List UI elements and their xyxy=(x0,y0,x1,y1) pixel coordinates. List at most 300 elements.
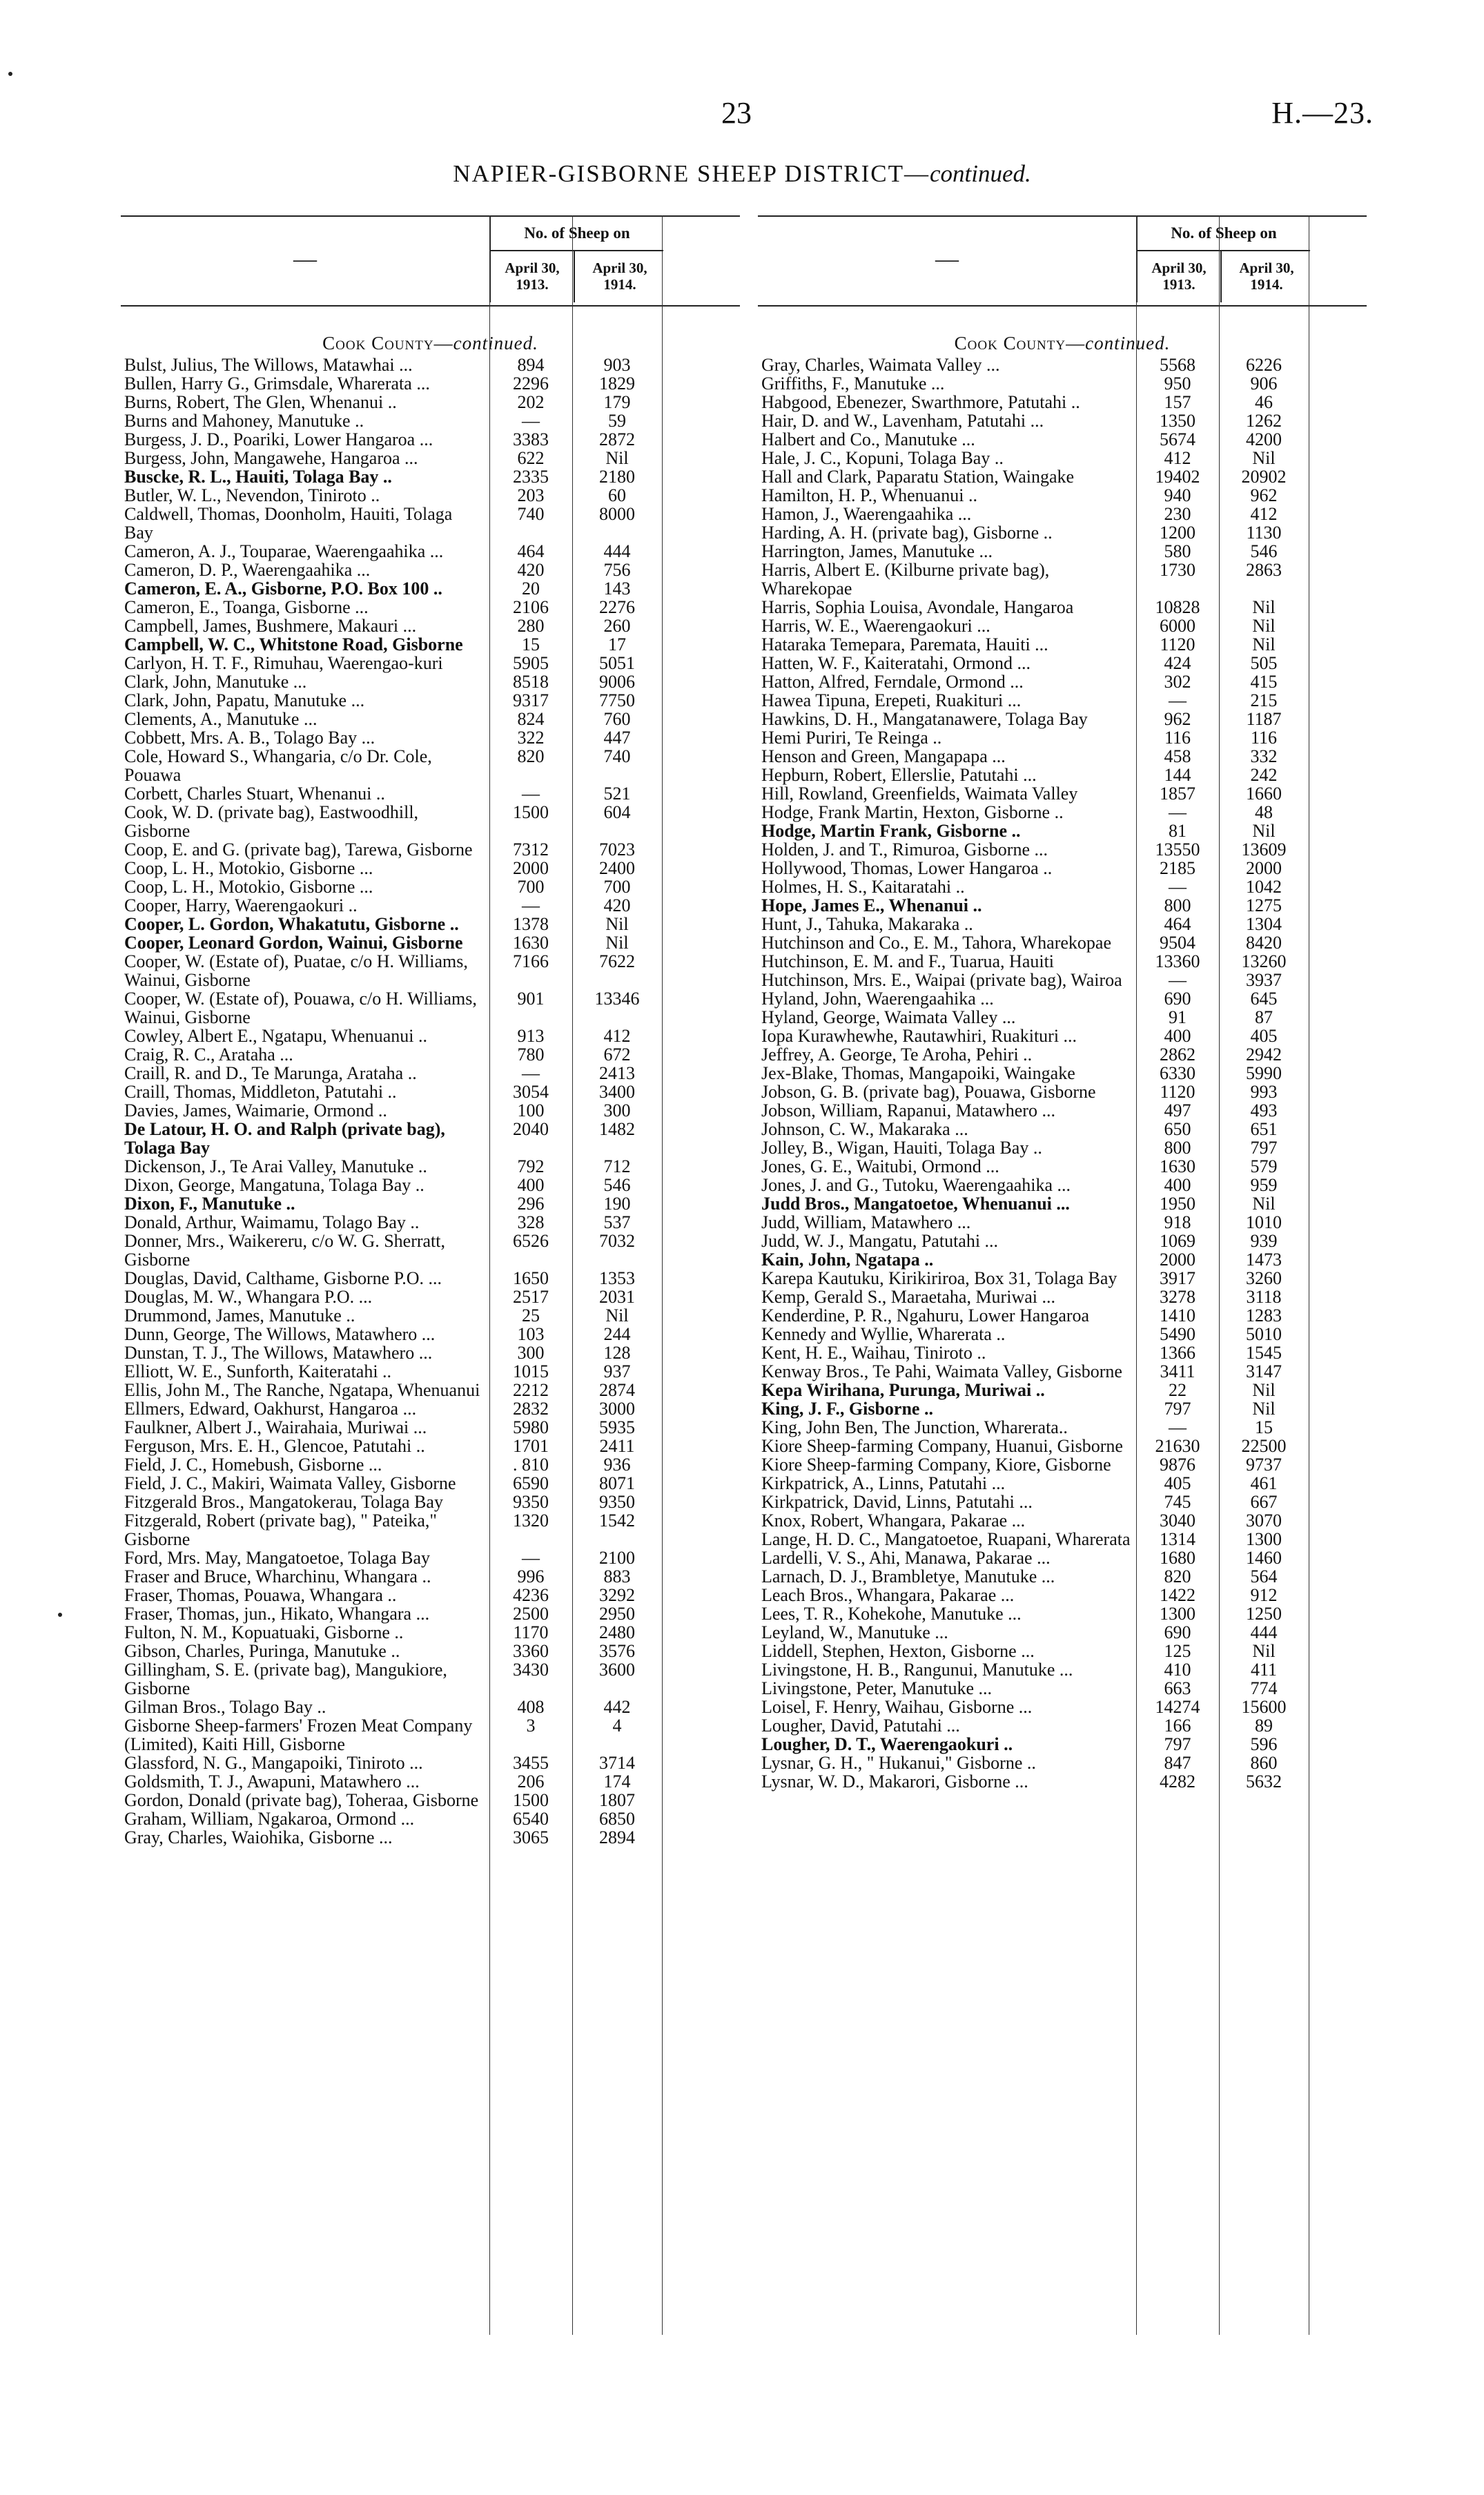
table-row xyxy=(121,691,740,710)
sheep-1914: 2863 xyxy=(1246,560,1282,580)
owner-name: Kiore Sheep-farming Company, Kiore, Gisborne xyxy=(761,1455,1111,1475)
table-row xyxy=(758,1455,1367,1474)
sheep-1914: 215 xyxy=(1250,690,1278,710)
owner-name: Craill, Thomas, Middleton, Patutahi .. xyxy=(124,1082,397,1102)
sheep-1913: 497 xyxy=(1164,1100,1191,1120)
table-row xyxy=(121,859,740,877)
owner-name: Hamon, J., Waerengaahika ... xyxy=(761,504,972,524)
sheep-1913: 950 xyxy=(1164,373,1191,394)
owner-name: Ferguson, Mrs. E. H., Glencoe, Patutahi .. xyxy=(124,1436,425,1456)
owner-name: King, John Ben, The Junction, Wharerata.. xyxy=(761,1417,1068,1437)
sheep-1913: 797 xyxy=(1164,1399,1191,1419)
owner-name: Hyland, George, Waimata Valley ... xyxy=(761,1007,1016,1027)
sheep-1913: 464 xyxy=(1164,914,1191,934)
owner-name: Caldwell, Thomas, Doonholm, Hauiti, Tolaga Bay xyxy=(124,504,453,543)
sheep-1913: 2517 xyxy=(513,1287,549,1307)
owner-name: Lysnar, G. H., " Hukanui," Gisborne .. xyxy=(761,1753,1036,1773)
table-row xyxy=(758,728,1367,747)
sheep-1913: 792 xyxy=(517,1156,545,1176)
table-row xyxy=(758,1213,1367,1232)
sheep-1913: . 810 xyxy=(513,1455,549,1475)
left-column xyxy=(121,215,740,2335)
owner-name: Hyland, John, Waerengaahika ... xyxy=(761,989,994,1009)
table-row xyxy=(758,784,1367,803)
sheep-1913: 2000 xyxy=(513,858,549,878)
sheep-1913: 410 xyxy=(1164,1660,1191,1680)
table-row xyxy=(121,1660,740,1698)
sheep-1914: 87 xyxy=(1255,1007,1273,1027)
sheep-1914: 8000 xyxy=(599,504,635,524)
sheep-1913: 9317 xyxy=(513,690,549,710)
sheep-1914: 3070 xyxy=(1246,1511,1282,1531)
right-column xyxy=(758,215,1367,2335)
table-row xyxy=(121,1194,740,1213)
sheep-1913: 918 xyxy=(1164,1212,1191,1232)
sheep-1914: 143 xyxy=(603,579,631,599)
sheep-1913: 1320 xyxy=(513,1511,549,1531)
sheep-1913: 22 xyxy=(1169,1380,1187,1400)
sheep-1913: 580 xyxy=(1164,541,1191,561)
sheep-1913: 1500 xyxy=(513,802,549,822)
section-name: Cook County— xyxy=(322,333,453,353)
sheep-1914: 936 xyxy=(603,1455,631,1475)
sheep-1914: 962 xyxy=(1250,485,1278,505)
column-rule xyxy=(1136,215,1137,2335)
table-row xyxy=(758,1754,1367,1772)
year-1913-header: April 30, 1913. xyxy=(1151,260,1207,293)
sheep-1914: 1042 xyxy=(1246,877,1282,897)
sheep-1914: 412 xyxy=(603,1026,631,1046)
owner-name: Livingstone, Peter, Manutuke ... xyxy=(761,1678,993,1698)
table-row xyxy=(758,393,1367,411)
sheep-1914: 760 xyxy=(603,709,631,729)
sheep-1914: 645 xyxy=(1250,989,1278,1009)
owner-name: Fulton, N. M., Kopuatuaki, Gisborne .. xyxy=(124,1622,404,1642)
sheep-1913: 3278 xyxy=(1160,1287,1195,1307)
table-row xyxy=(758,1437,1367,1455)
sheep-1914: 3000 xyxy=(599,1399,635,1419)
sheep-1914: 116 xyxy=(1250,728,1278,748)
owner-name: Kennedy and Wyllie, Wharerata .. xyxy=(761,1324,1006,1344)
sheep-1914: 2000 xyxy=(1246,858,1282,878)
sheep-1913: 1120 xyxy=(1160,1082,1195,1102)
sheep-1914: 1807 xyxy=(599,1790,635,1810)
sheep-1913: 4282 xyxy=(1160,1771,1195,1792)
sheep-1913: 322 xyxy=(517,728,545,748)
sheep-1914: 15600 xyxy=(1241,1697,1287,1717)
table-row xyxy=(758,1008,1367,1027)
sheep-1913: 2212 xyxy=(513,1380,549,1400)
sheep-1914: 7622 xyxy=(599,951,635,971)
sheep-1913: 3054 xyxy=(513,1082,549,1102)
owner-name: Gillingham, S. E. (private bag), Mangukiore, Gisborne xyxy=(124,1660,447,1698)
owner-name: Burgess, J. D., Poariki, Lower Hangaroa ... xyxy=(124,429,433,449)
table-row xyxy=(121,1045,740,1064)
sheep-1914: 7032 xyxy=(599,1231,635,1251)
table-row xyxy=(121,1101,740,1120)
table-row xyxy=(758,1269,1367,1288)
sheep-1913: 81 xyxy=(1169,821,1187,841)
sheep-1913: 940 xyxy=(1164,485,1191,505)
owner-name: Kenway Bros., Te Pahi, Waimata Valley, Gisborne xyxy=(761,1361,1122,1381)
table-row xyxy=(121,561,740,579)
owner-name: Hollywood, Thomas, Lower Hangaroa .. xyxy=(761,858,1053,878)
table-row xyxy=(758,486,1367,505)
sheep-owner-list xyxy=(758,356,1367,1791)
sheep-1914: 179 xyxy=(603,392,631,412)
sheep-1913: 412 xyxy=(1164,448,1191,468)
table-row xyxy=(758,617,1367,635)
owner-name: Iopa Kurawhewhe, Rautawhiri, Ruakituri ... xyxy=(761,1026,1077,1046)
sheep-1914: 1283 xyxy=(1246,1305,1282,1326)
sheep-1913: 13360 xyxy=(1155,951,1200,971)
table-row xyxy=(758,1343,1367,1362)
owner-name: Lysnar, W. D., Makarori, Gisborne ... xyxy=(761,1771,1028,1792)
owner-name: Graham, William, Ngakaroa, Ormond ... xyxy=(124,1809,415,1829)
sheep-1913: 6330 xyxy=(1160,1063,1195,1083)
sheep-1914: 260 xyxy=(603,616,631,636)
sheep-1914: 2413 xyxy=(599,1063,635,1083)
table-row xyxy=(121,430,740,449)
sheep-1914: 1829 xyxy=(599,373,635,394)
table-row xyxy=(758,1288,1367,1306)
table-row xyxy=(758,505,1367,523)
sheep-1913: 14274 xyxy=(1155,1697,1200,1717)
table-header xyxy=(758,215,1367,307)
sheep-1913: 962 xyxy=(1164,709,1191,729)
owner-name: Drummond, James, Manutuke .. xyxy=(124,1305,355,1326)
sheep-1914: 415 xyxy=(1250,672,1278,692)
owner-name: Carlyon, H. T. F., Rimuhau, Waerengao-kuri xyxy=(124,653,443,673)
sheep-1913: 458 xyxy=(1164,746,1191,766)
sheep-1914: 1545 xyxy=(1246,1343,1282,1363)
sheep-1914: 937 xyxy=(603,1361,631,1381)
sheep-1914: 5051 xyxy=(599,653,635,673)
owner-name: Clements, A., Manutuke ... xyxy=(124,709,318,729)
sheep-1913: 408 xyxy=(517,1697,545,1717)
sheep-1914: 9006 xyxy=(599,672,635,692)
owner-name: Ellmers, Edward, Oakhurst, Hangaroa ... xyxy=(124,1399,417,1419)
sheep-1913: 690 xyxy=(1164,1622,1191,1642)
sheep-owner-list xyxy=(121,356,740,1847)
sheep-1913: 820 xyxy=(1164,1566,1191,1586)
owner-name: Dunstan, T. J., The Willows, Matawhero ... xyxy=(124,1343,433,1363)
owner-name: Jones, G. E., Waitubi, Ormond ... xyxy=(761,1156,999,1176)
table-row xyxy=(121,598,740,617)
sheep-1913: 400 xyxy=(517,1175,545,1195)
table-row xyxy=(121,467,740,486)
sheep-1913: 1378 xyxy=(513,914,549,934)
sheep-1913: 328 xyxy=(517,1212,545,1232)
owner-name: Fraser, Thomas, jun., Hikato, Whangara ... xyxy=(124,1604,430,1624)
owner-name: Cameron, E., Toanga, Gisborne ... xyxy=(124,597,369,617)
table-row xyxy=(121,1493,740,1511)
owner-name: Fraser, Thomas, Pouawa, Whangara .. xyxy=(124,1585,397,1605)
sheep-1914: 2894 xyxy=(599,1827,635,1847)
owner-name: Burns and Mahoney, Manutuke .. xyxy=(124,411,364,431)
sheep-1913: 103 xyxy=(517,1324,545,1344)
sheep-1914: 5935 xyxy=(599,1417,635,1437)
sheep-1914: 300 xyxy=(603,1100,631,1120)
sheep-1914: Nil xyxy=(605,914,629,934)
table-row xyxy=(121,1455,740,1474)
sheep-1913: 1500 xyxy=(513,1790,549,1810)
column-rule xyxy=(1219,215,1220,2335)
sheep-1913: — xyxy=(1169,1417,1187,1437)
sheep-1914: 411 xyxy=(1250,1660,1278,1680)
sheep-1913: 20 xyxy=(522,579,540,599)
sheep-1914: 3937 xyxy=(1246,970,1282,990)
sheep-label: No. of Sheep on xyxy=(491,217,663,251)
sheep-1913: 663 xyxy=(1164,1678,1191,1698)
table-row xyxy=(121,374,740,393)
sheep-1914: 48 xyxy=(1255,802,1273,822)
owner-name: Judd, William, Matawhero ... xyxy=(761,1212,971,1232)
sheep-1914: 1660 xyxy=(1246,784,1282,804)
sheep-1914: 447 xyxy=(603,728,631,748)
table-row xyxy=(758,933,1367,952)
table-row xyxy=(758,803,1367,822)
sheep-1914: Nil xyxy=(1252,1194,1276,1214)
sheep-1914: 1300 xyxy=(1246,1529,1282,1549)
table-row xyxy=(758,1138,1367,1157)
sheep-1914: 444 xyxy=(603,541,631,561)
table-row xyxy=(758,971,1367,989)
sheep-1914: 993 xyxy=(1250,1082,1278,1102)
sheep-1913: 3411 xyxy=(1160,1361,1195,1381)
sheep-1913: 91 xyxy=(1169,1007,1187,1027)
table-row xyxy=(758,1064,1367,1083)
sheep-1913: 740 xyxy=(517,504,545,524)
sheep-1913: 464 xyxy=(517,541,545,561)
sheep-1913: 745 xyxy=(1164,1492,1191,1512)
table-row xyxy=(121,1288,740,1306)
sheep-1914: 128 xyxy=(603,1343,631,1363)
sheep-1913: 7312 xyxy=(513,839,549,860)
sheep-1913: — xyxy=(522,1548,540,1568)
table-row xyxy=(758,1530,1367,1549)
table-row xyxy=(758,1418,1367,1437)
owner-name: Gray, Charles, Waimata Valley ... xyxy=(761,355,1000,375)
owner-name: Hale, J. C., Kopuni, Tolaga Bay .. xyxy=(761,448,1004,468)
table-row xyxy=(121,1362,740,1381)
owner-name: Bullen, Harry G., Grimsdale, Wharerata ... xyxy=(124,373,430,394)
owner-name: Griffiths, F., Manutuke ... xyxy=(761,373,945,394)
sheep-1914: Nil xyxy=(1252,597,1276,617)
sheep-1914: 1262 xyxy=(1246,411,1282,431)
sheep-1913: 3383 xyxy=(513,429,549,449)
sheep-1914: Nil xyxy=(1252,616,1276,636)
owner-name: Jobson, William, Rapanui, Matawhero ... xyxy=(761,1100,1055,1120)
sheep-1914: 712 xyxy=(603,1156,631,1176)
sheep-1914: 1130 xyxy=(1246,523,1282,543)
sheep-1913: — xyxy=(522,1063,540,1083)
sheep-1913: 2106 xyxy=(513,597,549,617)
owner-name: Johnson, C. W., Makaraka ... xyxy=(761,1119,968,1139)
table-row xyxy=(758,1120,1367,1138)
sheep-1913: 2000 xyxy=(1160,1250,1195,1270)
owner-name: Goldsmith, T. J., Awapuni, Matawhero ... xyxy=(124,1771,420,1792)
sheep-1913: 202 xyxy=(517,392,545,412)
table-row xyxy=(758,1623,1367,1642)
sheep-1914: 17 xyxy=(608,634,626,654)
header-dash: — xyxy=(293,246,317,272)
sheep-1914: 564 xyxy=(1250,1566,1278,1586)
owner-name: Kepa Wirihana, Purunga, Muriwai .. xyxy=(761,1380,1045,1400)
sheep-1913: 405 xyxy=(1164,1473,1191,1493)
sheep-1914: 797 xyxy=(1250,1138,1278,1158)
owner-name: Liddell, Stephen, Hexton, Gisborne ... xyxy=(761,1641,1035,1661)
table-row xyxy=(758,1176,1367,1194)
sheep-1913: 3040 xyxy=(1160,1511,1195,1531)
owner-name: Bulst, Julius, The Willows, Matawhai ... xyxy=(124,355,413,375)
table-row xyxy=(758,561,1367,598)
sheep-1914: 3260 xyxy=(1246,1268,1282,1288)
owner-name: Cooper, Harry, Waerengaokuri .. xyxy=(124,895,358,915)
owner-name: Jeffrey, A. George, Te Aroha, Pehiri .. xyxy=(761,1045,1033,1065)
sheep-1914: 420 xyxy=(603,895,631,915)
sheep-1914: 89 xyxy=(1255,1716,1273,1736)
owner-name: Fitzgerald Bros., Mangatokerau, Tolaga Bay xyxy=(124,1492,443,1512)
table-row xyxy=(121,356,740,374)
owner-name: Hawea Tipuna, Erepeti, Ruakituri ... xyxy=(761,690,1022,710)
owner-name: Jolley, B., Wigan, Hauiti, Tolaga Bay .. xyxy=(761,1138,1042,1158)
sheep-1913: 6540 xyxy=(513,1809,549,1829)
owner-name: Lougher, David, Patutahi ... xyxy=(761,1716,960,1736)
sheep-1913: 6590 xyxy=(513,1473,549,1493)
sheep-1914: Nil xyxy=(1252,1380,1276,1400)
sheep-1914: 59 xyxy=(608,411,626,431)
table-row xyxy=(758,1362,1367,1381)
sheep-1913: 1680 xyxy=(1160,1548,1195,1568)
owner-name: Judd, W. J., Mangatu, Patutahi ... xyxy=(761,1231,999,1251)
sheep-1914: Nil xyxy=(605,1305,629,1326)
sheep-1914: 596 xyxy=(1250,1734,1278,1754)
table-row xyxy=(758,1716,1367,1735)
owner-name: Jex-Blake, Thomas, Mangapoiki, Waingake xyxy=(761,1063,1075,1083)
sheep-1914: 2942 xyxy=(1246,1045,1282,1065)
sheep-1913: 9876 xyxy=(1160,1455,1195,1475)
owner-name: Halbert and Co., Manutuke ... xyxy=(761,429,975,449)
sheep-1913: 1120 xyxy=(1160,634,1195,654)
table-row xyxy=(121,1176,740,1194)
margin-dot xyxy=(58,1613,62,1617)
table-row xyxy=(758,1325,1367,1343)
table-row xyxy=(121,1549,740,1567)
sheep-1913: 21630 xyxy=(1155,1436,1200,1456)
table-row xyxy=(758,1399,1367,1418)
sheep-1913: 700 xyxy=(517,877,545,897)
table-row xyxy=(758,635,1367,654)
sheep-1914: 6850 xyxy=(599,1809,635,1829)
sheep-1914: 740 xyxy=(603,746,631,766)
table-row xyxy=(758,1604,1367,1623)
sheep-1914: 651 xyxy=(1250,1119,1278,1139)
owner-name: Hepburn, Robert, Ellerslie, Patutahi ... xyxy=(761,765,1037,785)
table-row xyxy=(121,1083,740,1101)
sheep-1914: 1304 xyxy=(1246,914,1282,934)
sheep-1913: 1630 xyxy=(513,933,549,953)
sheep-1914: 332 xyxy=(1250,746,1278,766)
sheep-1914: 860 xyxy=(1250,1753,1278,1773)
sheep-1914: 959 xyxy=(1250,1175,1278,1195)
table-row xyxy=(758,1567,1367,1586)
sheep-1913: 3 xyxy=(526,1716,536,1736)
table-row xyxy=(758,1679,1367,1698)
sheep-1913: 1300 xyxy=(1160,1604,1195,1624)
sheep-1914: 20902 xyxy=(1241,467,1287,487)
sheep-1914: 912 xyxy=(1250,1585,1278,1605)
owner-name: Cameron, D. P., Waerengaahika ... xyxy=(124,560,371,580)
table-row xyxy=(121,1399,740,1418)
sheep-1913: 1410 xyxy=(1160,1305,1195,1326)
sheep-1914: 9350 xyxy=(599,1492,635,1512)
owner-name: Donner, Mrs., Waikereru, c/o W. G. Sherratt, Gisborne xyxy=(124,1231,446,1270)
owner-name: Gordon, Donald (private bag), Toheraa, Gisborne xyxy=(124,1790,479,1810)
table-row xyxy=(121,896,740,915)
sheep-1914: Nil xyxy=(1252,634,1276,654)
sheep-1913: 203 xyxy=(517,485,545,505)
sheep-1913: 5568 xyxy=(1160,355,1195,375)
table-row xyxy=(121,617,740,635)
sheep-1914: 405 xyxy=(1250,1026,1278,1046)
owner-name: Kiore Sheep-farming Company, Huanui, Gisborne xyxy=(761,1436,1123,1456)
owner-name: Larnach, D. J., Brambletye, Manutuke ... xyxy=(761,1566,1055,1586)
sheep-1914: 2950 xyxy=(599,1604,635,1624)
table-row xyxy=(758,598,1367,617)
sheep-1913: 1314 xyxy=(1160,1529,1195,1549)
page-number: 23 xyxy=(721,96,752,130)
sheep-1913: 10828 xyxy=(1155,597,1200,617)
sheep-1914: 1275 xyxy=(1246,895,1282,915)
sheep-1913: 1630 xyxy=(1160,1156,1195,1176)
sheep-1914: 8420 xyxy=(1246,933,1282,953)
sheep-1913: 622 xyxy=(517,448,545,468)
sheep-1913: 1015 xyxy=(513,1361,549,1381)
sheep-1913: 5980 xyxy=(513,1417,549,1437)
owner-name: Kemp, Gerald S., Maraetaha, Muriwai ... xyxy=(761,1287,1055,1307)
sheep-1913: 144 xyxy=(1164,765,1191,785)
sheep-1914: Nil xyxy=(605,933,629,953)
owner-name: Hope, James E., Whenanui .. xyxy=(761,895,982,915)
sheep-1913: 1200 xyxy=(1160,523,1195,543)
sheep-1914: 756 xyxy=(603,560,631,580)
sheep-1914: 774 xyxy=(1250,1678,1278,1698)
owner-name: Douglas, M. W., Whangara P.O. ... xyxy=(124,1287,373,1307)
owner-name: Kirkpatrick, A., Linns, Patutahi ... xyxy=(761,1473,1006,1493)
sheep-1913: 206 xyxy=(517,1771,545,1792)
owner-name: Henson and Green, Mangapapa ... xyxy=(761,746,1006,766)
section-title xyxy=(121,331,740,356)
sheep-1913: 424 xyxy=(1164,653,1191,673)
owner-name: Lange, H. D. C., Mangatoetoe, Ruapani, Wharerata xyxy=(761,1529,1131,1549)
sheep-1914: 46 xyxy=(1255,392,1273,412)
header-dash: — xyxy=(935,246,959,272)
sheep-1914: 3576 xyxy=(599,1641,635,1661)
table-header xyxy=(121,215,740,307)
owner-name: Clark, John, Manutuke ... xyxy=(124,672,307,692)
sheep-1913: — xyxy=(522,895,540,915)
sheep-1914: 521 xyxy=(603,784,631,804)
sheep-1913: — xyxy=(1169,690,1187,710)
owner-name: Hunt, J., Tahuka, Makaraka .. xyxy=(761,914,973,934)
sheep-1914: 5990 xyxy=(1246,1063,1282,1083)
owner-name: Holmes, H. S., Kaitaratahi .. xyxy=(761,877,965,897)
owner-name: Knox, Robert, Whangara, Pakarae ... xyxy=(761,1511,1026,1531)
owner-name: Karepa Kautuku, Kirikiriroa, Box 31, Tolaga Bay xyxy=(761,1268,1117,1288)
sheep-1913: 800 xyxy=(1164,895,1191,915)
owner-name: Cooper, L. Gordon, Whakatutu, Gisborne .. xyxy=(124,914,459,934)
